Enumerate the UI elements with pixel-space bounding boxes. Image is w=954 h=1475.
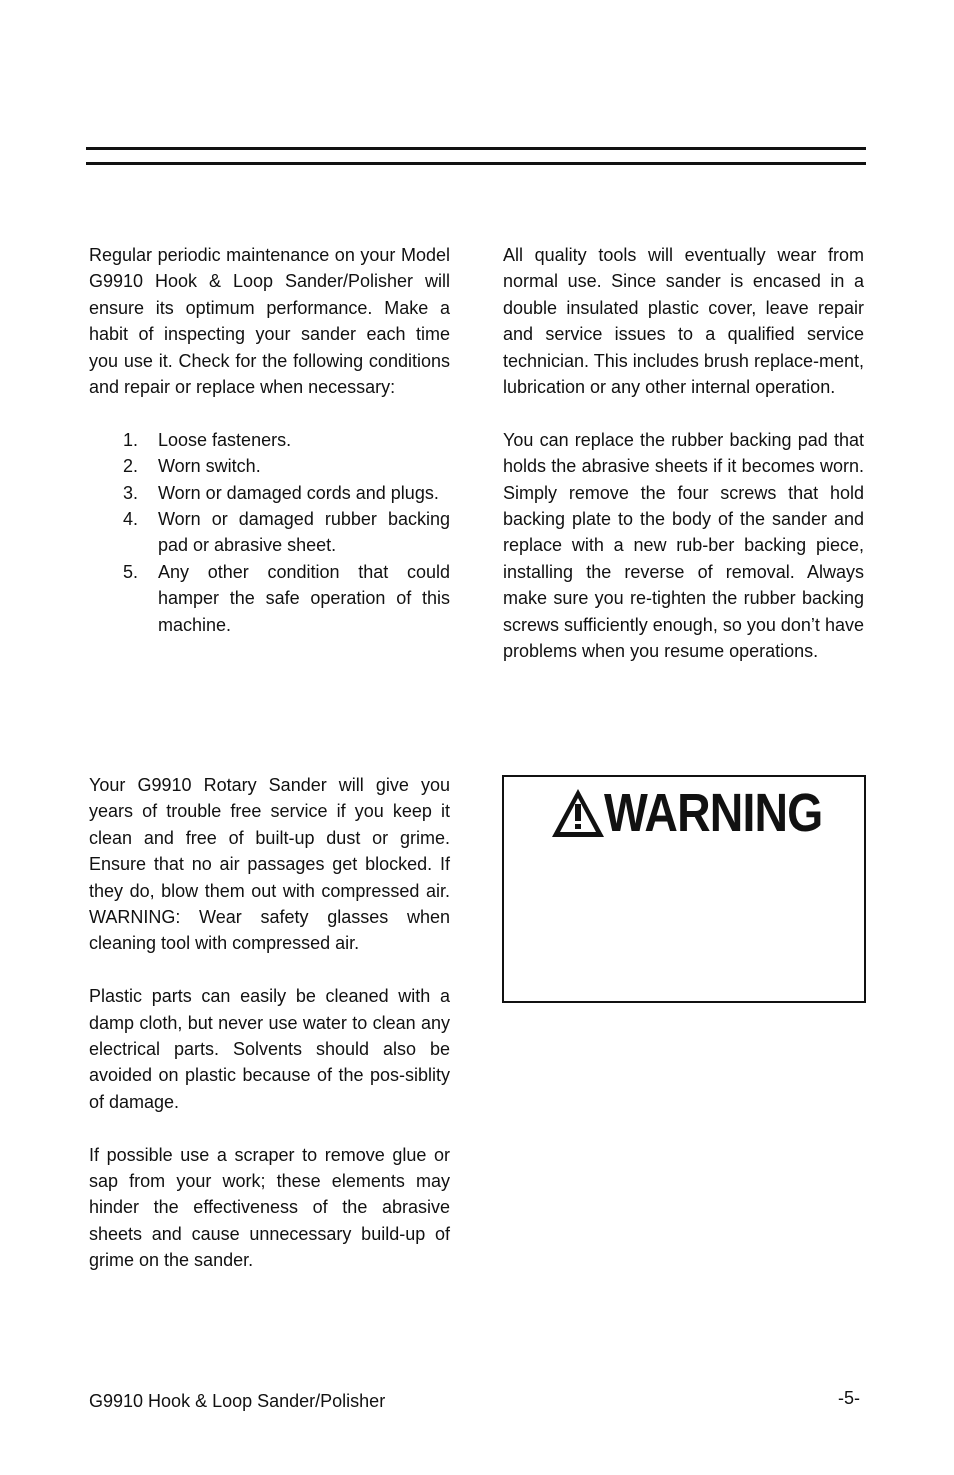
list-item-number: 2. — [123, 456, 139, 477]
cleaning-paragraph-1: Your G9910 Rotary Sander will give you years of trouble free service if you keep it clean and free of built-up dust or grime. Ensure that no air passages get blocked. If they do, blow them out with compressed air. WARNING: Wear safety glasses when cleaning tool with compressed air. — [89, 775, 450, 954]
list-item-text: Worn switch. — [158, 456, 261, 477]
warning-box — [502, 775, 866, 1003]
service-paragraph-1: All quality tools will eventually wear from normal use. Since sander is encased in a double insulated plastic cover, leave repair and service issues to a qualified service technician. This includes brush replace-ment, lubrication or any other internal operation. — [503, 245, 864, 398]
service-paragraph-2: You can replace the rubber backing pad that holds the abrasive sheets if it becomes worn. Simply remove the four screws that hold backing plate to the body of the sander and replace with a new rub-ber backing piece, installing the reverse of removal. Always make sure you re-tighten the rubber backing screws sufficiently enough, so you don’t have problems when you resume operations. — [503, 429, 864, 662]
list-item-number: 3. — [123, 482, 139, 503]
warning-header — [550, 783, 858, 843]
list-item — [89, 453, 450, 479]
list-item — [89, 480, 450, 506]
cleaning-section — [89, 772, 450, 1274]
list-item-text: Worn or damaged cords and plugs. — [158, 482, 439, 503]
conditions-list — [89, 427, 450, 638]
list-item-number: 4. — [123, 509, 139, 530]
footer-title: G9910 Hook & Loop Sander/Polisher — [89, 1391, 386, 1411]
warning-label: WARNING — [604, 783, 823, 843]
list-item-text: Any other condition that could hamper the safe operation of this machine. — [158, 561, 450, 635]
list-item — [89, 559, 450, 638]
warning-triangle-icon — [550, 787, 606, 839]
cleaning-paragraph-3: If possible use a scraper to remove glue or sap from your work; these elements may hinder the effectiveness of the abrasive sheets and cause unnecessary build-up of grime on the sander. — [89, 1144, 450, 1271]
cleaning-paragraph-2: Plastic parts can easily be cleaned with a damp cloth, but never use water to clean any electrical parts. Solvents should also be avoided on plastic because of the pos-siblity of damage. — [89, 986, 450, 1112]
list-item-number: 5. — [123, 561, 139, 582]
list-item — [89, 427, 450, 453]
maintenance-section — [89, 242, 450, 638]
page-number: -5- — [838, 1388, 860, 1408]
maintenance-intro: Regular periodic maintenance on your Model G9910 Hook & Loop Sander/Polisher will ensure its optimum performance. Make a habit of inspecting your sander each time you use it. Check for the following conditions and repair or replace when necessary: — [89, 245, 450, 398]
service-section — [503, 242, 864, 664]
header-rule-bottom — [86, 162, 866, 165]
list-item-number: 1. — [123, 429, 139, 450]
header-rule-top — [86, 147, 866, 150]
list-item-text: Loose fasteners. — [158, 429, 292, 450]
list-item-text: Worn or damaged rubber backing pad or abrasive sheet. — [158, 509, 450, 556]
list-item — [89, 506, 450, 559]
